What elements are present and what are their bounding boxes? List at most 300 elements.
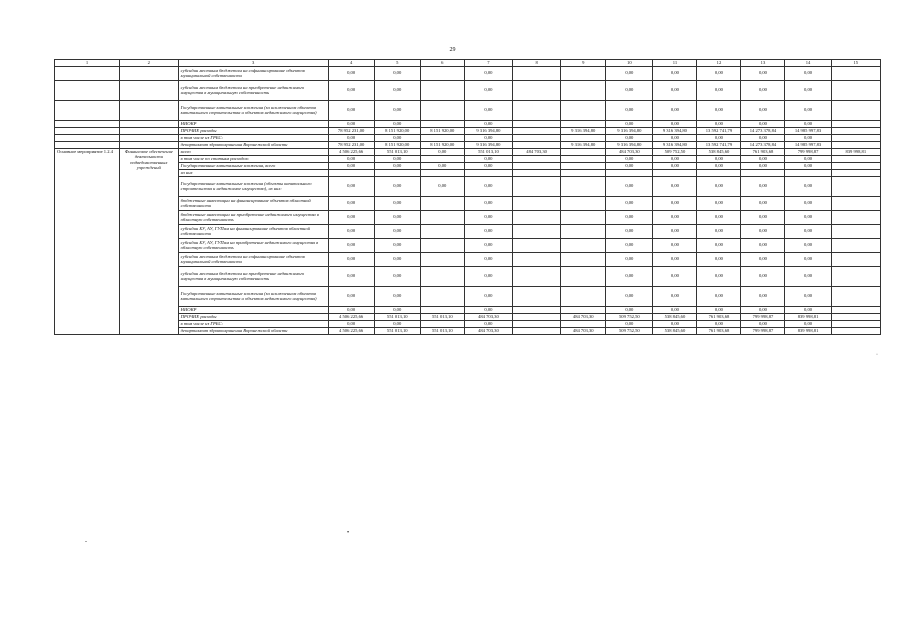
value-cell: [831, 210, 880, 224]
value-cell: 0,00: [328, 266, 374, 286]
table-row: [55, 155, 881, 162]
value-cell: 0,00: [653, 120, 697, 127]
value-cell: [831, 313, 880, 320]
value-cell: 0,00: [785, 134, 831, 141]
value-cell: 0,00: [653, 196, 697, 210]
value-cell: 0,00: [328, 252, 374, 266]
value-cell: [831, 141, 880, 148]
value-cell: 0,00: [328, 155, 374, 162]
value-cell: 0,00: [464, 196, 512, 210]
value-cell: [420, 224, 464, 238]
value-cell: 9 316 394,80: [561, 141, 606, 148]
value-cell: 0,00: [653, 210, 697, 224]
value-cell: 0,00: [741, 66, 785, 80]
value-cell: 0,00: [374, 252, 420, 266]
value-cell: 484 703,30: [513, 148, 561, 155]
table-row: [55, 127, 881, 134]
page-number: 29: [449, 47, 456, 53]
value-cell: 0,00: [785, 196, 831, 210]
value-cell: 0,00: [653, 252, 697, 266]
value-cell: 484 703,30: [561, 313, 606, 320]
value-cell: [513, 155, 561, 162]
expense-description: субсидии местным бюджетам на софинансирование объектов муниципальной собственности: [178, 252, 328, 266]
value-cell: 0,00: [697, 80, 741, 100]
value-cell: [420, 306, 464, 313]
expense-description: департамент здравоохранения Воронежской области: [178, 327, 328, 334]
value-cell: 839 998,81: [785, 313, 831, 320]
value-cell: 0,00: [741, 210, 785, 224]
value-cell: 0,00: [697, 238, 741, 252]
value-cell: 0,00: [328, 224, 374, 238]
value-cell: [420, 286, 464, 306]
value-cell: 0,00: [653, 155, 697, 162]
activity-cell: [55, 127, 120, 134]
value-cell: 0,00: [420, 148, 464, 155]
value-cell: [831, 266, 880, 286]
value-cell: 0,00: [653, 66, 697, 80]
value-cell: 0,00: [653, 320, 697, 327]
value-cell: 0,00: [328, 210, 374, 224]
table-row: [55, 313, 881, 320]
value-cell: 0,00: [374, 155, 420, 162]
value-cell: [513, 286, 561, 306]
expense-description: субсидии местным бюджетам на приобретение недвижимого имущества в муниципальную собственность: [178, 266, 328, 286]
value-cell: [831, 252, 880, 266]
value-cell: 0,00: [785, 266, 831, 286]
header-cell: 6: [420, 60, 464, 67]
value-cell: 0,00: [653, 238, 697, 252]
value-cell: 0,00: [328, 100, 374, 120]
value-cell: 0,00: [697, 155, 741, 162]
table-row: [55, 134, 881, 141]
value-cell: [420, 66, 464, 80]
header-cell: 14: [785, 60, 831, 67]
table-row: [55, 66, 881, 80]
value-cell: 0,00: [328, 134, 374, 141]
expense-description: Государственные капитальные вложения (за исключением объектов капитального строительства и объектов недвижимого имущества): [178, 100, 328, 120]
value-cell: [561, 100, 606, 120]
value-cell: 0,00: [464, 252, 512, 266]
table-row: [55, 327, 881, 334]
value-cell: [831, 286, 880, 306]
value-cell: [561, 286, 606, 306]
value-cell: [831, 155, 880, 162]
value-cell: 0,00: [741, 134, 785, 141]
activity-cell: [55, 100, 120, 120]
value-cell: 0,00: [741, 155, 785, 162]
value-cell: [831, 120, 880, 127]
value-cell: [464, 169, 512, 176]
header-cell: 11: [653, 60, 697, 67]
value-cell: 551 013,10: [374, 327, 420, 334]
expense-description: всего: [178, 148, 328, 155]
value-cell: [831, 66, 880, 80]
value-cell: 0,00: [785, 176, 831, 196]
value-cell: 0,00: [374, 80, 420, 100]
value-cell: [420, 134, 464, 141]
value-cell: [420, 196, 464, 210]
value-cell: 0,00: [653, 266, 697, 286]
value-cell: 0,00: [606, 238, 653, 252]
value-cell: 484 703,30: [561, 327, 606, 334]
value-cell: 0,00: [374, 66, 420, 80]
value-cell: [561, 252, 606, 266]
value-cell: 14 273 378,84: [741, 127, 785, 134]
value-cell: 551 013,10: [420, 327, 464, 334]
value-cell: 0,00: [653, 224, 697, 238]
activity-name-cell: [119, 127, 178, 134]
column-number-header: [55, 60, 881, 67]
value-cell: 0,00: [741, 196, 785, 210]
value-cell: 0,00: [697, 134, 741, 141]
value-cell: [513, 120, 561, 127]
value-cell: [561, 66, 606, 80]
value-cell: 0,00: [464, 176, 512, 196]
stray-mark: -: [85, 539, 87, 545]
value-cell: [513, 313, 561, 320]
table-row: [55, 286, 881, 306]
activity-name-cell: Финансовое обеспечение деятельности подведомственных учреждений: [119, 148, 178, 334]
value-cell: [561, 162, 606, 169]
value-cell: [513, 80, 561, 100]
value-cell: [561, 176, 606, 196]
value-cell: [513, 238, 561, 252]
value-cell: 0,00: [606, 196, 653, 210]
value-cell: 0,00: [741, 80, 785, 100]
expense-description: субсидии БУ, АУ, ГУПам на приобретение недвижимого имущества в областную собственность: [178, 238, 328, 252]
value-cell: 0,00: [464, 162, 512, 169]
value-cell: 0,00: [741, 224, 785, 238]
expense-description: бюджетные инвестиции на приобретение недвижимого имущества в областную собственность: [178, 210, 328, 224]
table-row: [55, 169, 881, 176]
value-cell: 0,00: [374, 238, 420, 252]
value-cell: [831, 238, 880, 252]
value-cell: 13 592 741,79: [697, 127, 741, 134]
value-cell: 0,00: [328, 320, 374, 327]
budget-table: [54, 59, 881, 335]
value-cell: 0,00: [697, 210, 741, 224]
value-cell: [420, 120, 464, 127]
value-cell: 0,00: [785, 252, 831, 266]
value-cell: 0,00: [606, 162, 653, 169]
expense-description: субсидии БУ, АУ, ГУПам на финансирование объектов областной собственности: [178, 224, 328, 238]
value-cell: 14 273 378,84: [741, 141, 785, 148]
value-cell: 0,00: [374, 162, 420, 169]
value-cell: 0,00: [464, 266, 512, 286]
value-cell: 551 013,10: [420, 313, 464, 320]
value-cell: 0,00: [785, 210, 831, 224]
value-cell: [561, 306, 606, 313]
value-cell: 0,00: [328, 286, 374, 306]
value-cell: 0,00: [606, 80, 653, 100]
table-row: [55, 120, 881, 127]
value-cell: 14 985 997,83: [785, 127, 831, 134]
value-cell: 0,00: [697, 286, 741, 306]
value-cell: 0,00: [741, 306, 785, 313]
value-cell: 0,00: [785, 306, 831, 313]
value-cell: 0,00: [697, 196, 741, 210]
value-cell: [513, 100, 561, 120]
value-cell: [374, 169, 420, 176]
value-cell: [561, 169, 606, 176]
value-cell: 0,00: [606, 252, 653, 266]
value-cell: 0,00: [374, 286, 420, 306]
table-row: [55, 238, 881, 252]
value-cell: [513, 196, 561, 210]
value-cell: 0,00: [606, 266, 653, 286]
value-cell: 761 903,68: [741, 148, 785, 155]
value-cell: [420, 210, 464, 224]
value-cell: 509 752,50: [653, 148, 697, 155]
value-cell: [831, 162, 880, 169]
table-row: [55, 210, 881, 224]
value-cell: [420, 320, 464, 327]
value-cell: 0,00: [606, 155, 653, 162]
expense-description: Государственные капитальные вложения, всего: [178, 162, 328, 169]
value-cell: 0,00: [741, 162, 785, 169]
value-cell: [831, 327, 880, 334]
value-cell: 0,00: [741, 320, 785, 327]
value-cell: 0,00: [785, 224, 831, 238]
value-cell: 799 998,87: [785, 148, 831, 155]
value-cell: [831, 320, 880, 327]
value-cell: [420, 238, 464, 252]
value-cell: 0,00: [374, 100, 420, 120]
header-cell: 5: [374, 60, 420, 67]
value-cell: 9 316 394,80: [464, 127, 512, 134]
value-cell: 4 506 225,66: [328, 148, 374, 155]
margin-mark: ·: [876, 352, 878, 358]
activity-name-cell: [119, 120, 178, 127]
value-cell: 0,00: [653, 100, 697, 120]
value-cell: [697, 169, 741, 176]
value-cell: 0,00: [785, 120, 831, 127]
value-cell: 0,00: [464, 320, 512, 327]
value-cell: 0,00: [606, 286, 653, 306]
expense-description: субсидии местным бюджетам на приобретение недвижимого имущества в муниципальную собственность: [178, 80, 328, 100]
value-cell: 0,00: [741, 286, 785, 306]
value-cell: [513, 306, 561, 313]
value-cell: 0,00: [741, 266, 785, 286]
value-cell: 484 703,30: [606, 148, 653, 155]
value-cell: [513, 169, 561, 176]
value-cell: 0,00: [464, 238, 512, 252]
value-cell: [420, 100, 464, 120]
value-cell: 538 845,60: [653, 327, 697, 334]
value-cell: 0,00: [328, 306, 374, 313]
value-cell: 0,00: [606, 210, 653, 224]
table-row: [55, 196, 881, 210]
value-cell: [513, 266, 561, 286]
value-cell: 0,00: [697, 120, 741, 127]
value-cell: 0,00: [785, 162, 831, 169]
table-row: [55, 320, 881, 327]
stray-mark: •: [347, 530, 350, 536]
value-cell: 9 316 394,80: [606, 127, 653, 134]
header-cell: 3: [178, 60, 328, 67]
value-cell: 0,00: [464, 134, 512, 141]
table-row: [55, 80, 881, 100]
activity-cell: [55, 80, 120, 100]
value-cell: 0,00: [697, 224, 741, 238]
value-cell: [420, 80, 464, 100]
value-cell: 0,00: [328, 80, 374, 100]
header-cell: 2: [119, 60, 178, 67]
header-cell: 12: [697, 60, 741, 67]
value-cell: [831, 80, 880, 100]
value-cell: 0,00: [374, 320, 420, 327]
value-cell: 799 998,87: [741, 313, 785, 320]
value-cell: 0,00: [697, 252, 741, 266]
value-cell: 0,00: [741, 252, 785, 266]
value-cell: 0,00: [785, 66, 831, 80]
activity-name-cell: [119, 80, 178, 100]
value-cell: [561, 155, 606, 162]
value-cell: 0,00: [785, 286, 831, 306]
value-cell: 0,00: [374, 134, 420, 141]
value-cell: 0,00: [785, 80, 831, 100]
activity-name-cell: [119, 134, 178, 141]
value-cell: 0,00: [697, 100, 741, 120]
value-cell: [831, 134, 880, 141]
value-cell: [831, 224, 880, 238]
value-cell: 538 845,60: [697, 148, 741, 155]
value-cell: 0,00: [328, 66, 374, 80]
header-cell: 7: [464, 60, 512, 67]
value-cell: [561, 238, 606, 252]
value-cell: 8 151 920,00: [374, 127, 420, 134]
value-cell: [561, 80, 606, 100]
value-cell: 551 013,10: [374, 313, 420, 320]
value-cell: 551 013,10: [464, 148, 512, 155]
value-cell: 0,00: [374, 210, 420, 224]
value-cell: 484 703,30: [464, 327, 512, 334]
expense-description: в том числе из ГРБС:: [178, 320, 328, 327]
value-cell: 4 506 225,66: [328, 313, 374, 320]
value-cell: 9 316 394,80: [561, 127, 606, 134]
value-cell: 0,00: [653, 286, 697, 306]
expense-description: субсидии местным бюджетам на софинансирование объектов муниципальной собственности: [178, 66, 328, 80]
value-cell: 538 845,60: [653, 313, 697, 320]
header-cell: 9: [561, 60, 606, 67]
value-cell: 0,00: [653, 134, 697, 141]
value-cell: [606, 169, 653, 176]
value-cell: 0,00: [328, 238, 374, 252]
value-cell: 0,00: [374, 306, 420, 313]
value-cell: [513, 252, 561, 266]
value-cell: 0,00: [606, 120, 653, 127]
value-cell: 0,00: [741, 120, 785, 127]
value-cell: [831, 169, 880, 176]
value-cell: 0,00: [464, 66, 512, 80]
value-cell: 0,00: [785, 155, 831, 162]
value-cell: 761 903,68: [697, 327, 741, 334]
expense-description: ПРОЧИЕ расходы: [178, 127, 328, 134]
value-cell: 0,00: [464, 120, 512, 127]
value-cell: 0,00: [606, 224, 653, 238]
value-cell: 9 316 394,80: [606, 141, 653, 148]
value-cell: [831, 306, 880, 313]
value-cell: [561, 224, 606, 238]
table-row: [55, 176, 881, 196]
value-cell: 0,00: [374, 120, 420, 127]
table-row: [55, 148, 881, 155]
value-cell: 78 952 231,00: [328, 127, 374, 134]
value-cell: 0,00: [697, 176, 741, 196]
value-cell: 0,00: [374, 266, 420, 286]
table-row: [55, 162, 881, 169]
value-cell: 0,00: [464, 306, 512, 313]
expense-description: НИОКР: [178, 306, 328, 313]
value-cell: 0,00: [785, 238, 831, 252]
value-cell: 0,00: [606, 66, 653, 80]
expense-description: Государственные капитальные вложения (объекты капитального строительства и недвижимое имущество), из них:: [178, 176, 328, 196]
value-cell: 0,00: [374, 196, 420, 210]
value-cell: 78 952 231,00: [328, 141, 374, 148]
value-cell: 0,00: [785, 320, 831, 327]
value-cell: 0,00: [653, 176, 697, 196]
table-row: [55, 224, 881, 238]
value-cell: [653, 169, 697, 176]
value-cell: 0,00: [697, 306, 741, 313]
value-cell: [831, 196, 880, 210]
table-row: [55, 266, 881, 286]
value-cell: [831, 100, 880, 120]
activity-name-cell: [119, 100, 178, 120]
activity-cell: [55, 120, 120, 127]
activity-cell: [55, 134, 120, 141]
value-cell: 0,00: [464, 210, 512, 224]
expense-description: в том числе по статьям расходов:: [178, 155, 328, 162]
value-cell: [831, 176, 880, 196]
value-cell: 9 316 394,80: [653, 127, 697, 134]
table-row: [55, 252, 881, 266]
expense-description: Государственные капитальные вложения (за исключением объектов капитального строительства и объектов недвижимого имущества): [178, 286, 328, 306]
value-cell: 0,00: [741, 176, 785, 196]
value-cell: [513, 210, 561, 224]
header-cell: 15: [831, 60, 880, 67]
activity-name-cell: [119, 66, 178, 80]
value-cell: [561, 196, 606, 210]
value-cell: [420, 252, 464, 266]
value-cell: 0,00: [464, 80, 512, 100]
expense-description: в том числе из ГРБС:: [178, 134, 328, 141]
expense-description: НИОКР: [178, 120, 328, 127]
value-cell: 509 752,50: [606, 313, 653, 320]
value-cell: [513, 162, 561, 169]
value-cell: 0,00: [606, 306, 653, 313]
value-cell: 0,00: [420, 176, 464, 196]
value-cell: 0,00: [653, 80, 697, 100]
value-cell: 0,00: [653, 306, 697, 313]
value-cell: [785, 169, 831, 176]
value-cell: [328, 169, 374, 176]
value-cell: 0,00: [328, 176, 374, 196]
header-cell: 10: [606, 60, 653, 67]
table-row: [55, 100, 881, 120]
value-cell: [561, 134, 606, 141]
value-cell: 0,00: [464, 224, 512, 238]
value-cell: 0,00: [420, 162, 464, 169]
value-cell: 0,00: [697, 320, 741, 327]
activity-cell: Основное мероприятие 1.2.4: [55, 148, 120, 334]
table-row: [55, 306, 881, 313]
value-cell: 799 998,87: [741, 327, 785, 334]
value-cell: [513, 327, 561, 334]
value-cell: [513, 127, 561, 134]
value-cell: 8 151 920,00: [420, 127, 464, 134]
value-cell: 0,00: [328, 120, 374, 127]
